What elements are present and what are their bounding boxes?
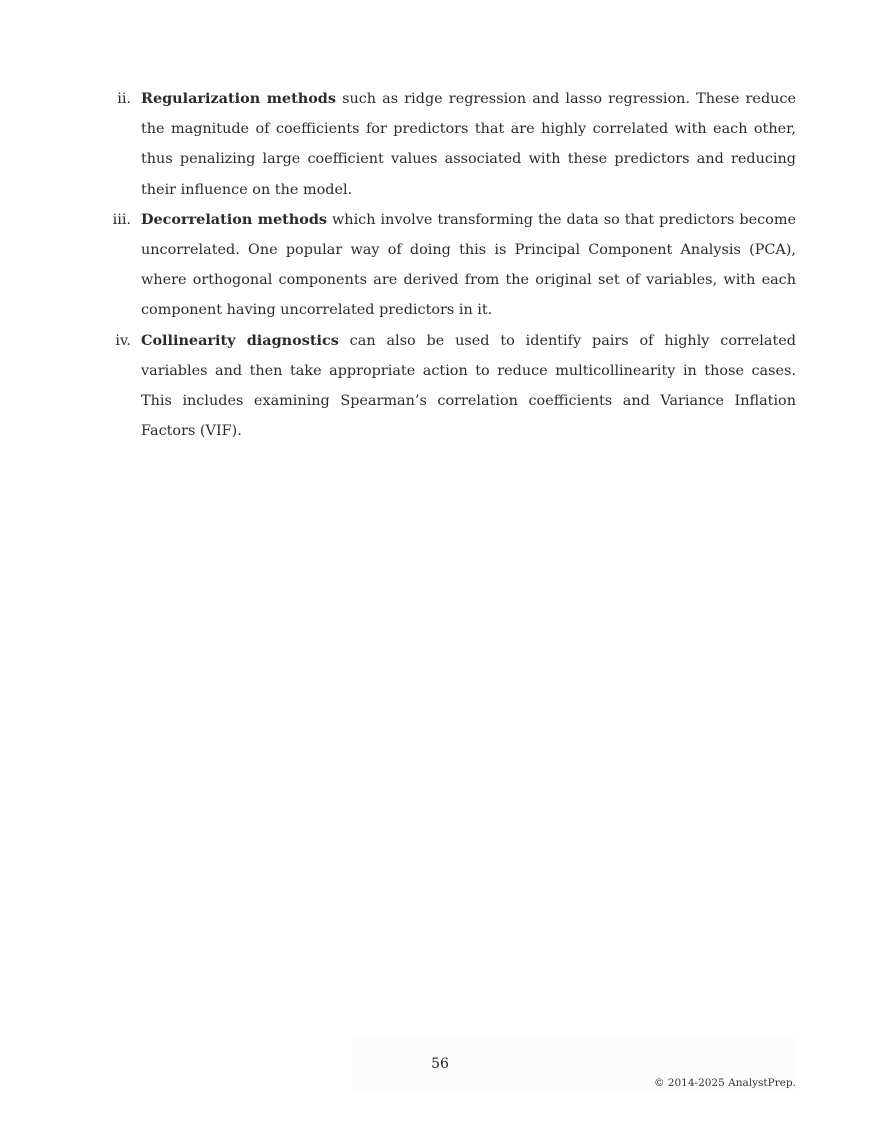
- list-marker: iii.: [112, 211, 131, 228]
- list-item-collinearity: [96, 326, 796, 447]
- term-decorrelation-methods: Decorrelation methods: [141, 210, 327, 228]
- page-number: 56: [431, 1056, 449, 1072]
- list-marker: iv.: [115, 332, 131, 349]
- methods-list: [96, 84, 796, 446]
- item-text: such as ridge regression and lasso regression. These reduce the magnitude of coefficients for predictors that are highly correlated with each other, thus penalizing large coefficient values associated with these predictors and reducing their influence on the model.: [141, 91, 797, 198]
- item-text: can also be used to identify pairs of highly correlated variables and then take appropriate action to reduce multicollinearity in those cases. This includes examining Spearman’s correlation coefficients and Variance Inflation Factors (VIF).: [141, 332, 796, 440]
- list-item-regularization: [96, 84, 796, 205]
- copyright-notice: © 2014-2025 AnalystPrep.: [653, 1077, 796, 1089]
- term-regularization-methods: Regularization methods: [141, 90, 336, 107]
- term-collinearity-diagnostics: Collinearity diagnostics: [141, 331, 339, 349]
- item-text: which involve transforming the data so that predictors become uncorrelated. One popular way of doing this is Principal Component Analysis (PCA), where orthogonal components are derived from the original set of variables, with each component having uncorrelated predictors in it.: [141, 211, 796, 319]
- list-marker: ii.: [117, 91, 131, 107]
- list-item-decorrelation: [96, 205, 796, 326]
